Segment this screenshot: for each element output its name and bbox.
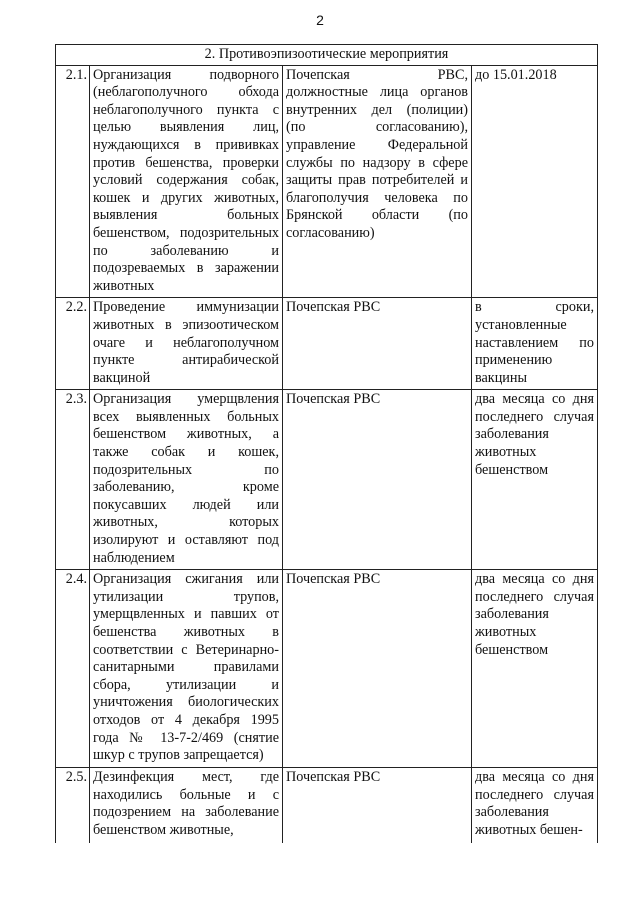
table-row — [56, 390, 598, 570]
responsible-cell: Почепская РВС — [283, 768, 472, 844]
action-cell: Организация умерщвления всех выявленных больных бешенством животных, а также собак и кошек, подозрительных по заболеванию, кроме покусавших людей или животных, которых изолируют и оставляют под наблюдением — [90, 390, 283, 570]
deadline-cell: два месяца со дня последнего случая заболевания животных бешенством — [472, 570, 598, 768]
table-row — [56, 298, 598, 390]
section-title: 2. Противоэпизоотические мероприятия — [56, 45, 598, 66]
responsible-cell: Почепская РВС, должностные лица органов внутренних дел (полиции) (по согласованию), управление Федеральной службы по надзору в сфере защиты прав потребителей и благополучия человека по Брянской области (по согласованию) — [283, 65, 472, 298]
deadline-cell: два месяца со дня последнего случая заболевания животных бешен- — [472, 768, 598, 844]
table-row — [56, 768, 598, 844]
table-row — [56, 570, 598, 768]
action-cell: Проведение иммунизации животных в эпизоотическом очаге и неблагополучном пункте антирабической вакциной — [90, 298, 283, 390]
table-row — [56, 65, 598, 298]
responsible-cell: Почепская РВС — [283, 390, 472, 570]
row-number: 2.4. — [56, 570, 90, 768]
action-cell: Дезинфекция мест, где находились больные и с подозрением на заболевание бешенством животные, — [90, 768, 283, 844]
deadline-cell: в сроки, установленные наставлением по применению вакцины — [472, 298, 598, 390]
measures-table — [55, 44, 598, 843]
row-number: 2.3. — [56, 390, 90, 570]
responsible-cell: Почепская РВС — [283, 298, 472, 390]
deadline-cell: два месяца со дня последнего случая заболевания животных бешенством — [472, 390, 598, 570]
action-cell: Организация подворного (неблагополучного обхода неблагополучного пункта с целью выявления лиц, нуждающихся в прививках против бешенства, проверки условий содержания собак, кошек и других животных, выявления больных бешенством, подозрительных по заболеванию и подозреваемых в заражении животных — [90, 65, 283, 298]
row-number: 2.2. — [56, 298, 90, 390]
row-number: 2.5. — [56, 768, 90, 844]
action-cell: Организация сжигания или утилизации трупов, умерщвленных и павших от бешенства животных в соответствии с Ветеринарно-санитарными правилами сбора, утилизации и уничтожения биологических отходов от 4 декабря 1995 года № 13-7-2/469 (снятие шкур с трупов запрещается) — [90, 570, 283, 768]
deadline-cell: до 15.01.2018 — [472, 65, 598, 298]
page-number: 2 — [316, 12, 324, 28]
section-header-row — [56, 45, 598, 66]
row-number: 2.1. — [56, 65, 90, 298]
responsible-cell: Почепская РВС — [283, 570, 472, 768]
